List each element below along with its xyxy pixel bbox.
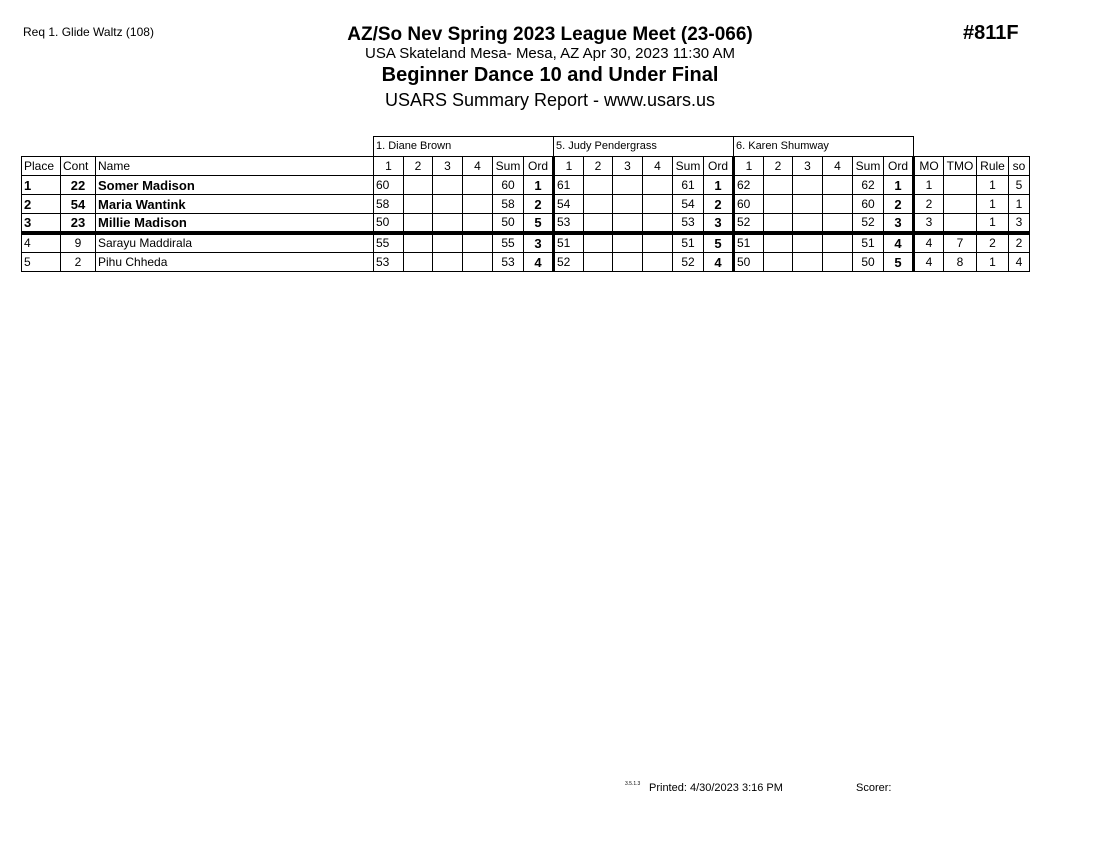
judge1-score-3 xyxy=(433,253,463,272)
total-majority-ordinal-cell xyxy=(944,214,977,234)
judge2-score-1: 52 xyxy=(554,253,584,272)
judge2-score-2 xyxy=(584,214,613,234)
judge2-score-3 xyxy=(613,253,643,272)
judge1-score-2 xyxy=(404,214,433,234)
majority-ordinal-cell: 4 xyxy=(914,233,944,253)
col-j2-s3: 3 xyxy=(613,157,643,176)
judge2-sum: 54 xyxy=(673,195,704,214)
judge1-ordinal: 1 xyxy=(524,176,554,195)
judge2-score-1: 54 xyxy=(554,195,584,214)
judge3-score-3 xyxy=(793,195,823,214)
judge1-score-3 xyxy=(433,195,463,214)
place-cell: 3 xyxy=(22,214,61,234)
judge1-sum: 58 xyxy=(493,195,524,214)
col-j3-sum: Sum xyxy=(853,157,884,176)
judge1-ordinal: 2 xyxy=(524,195,554,214)
judge1-score-2 xyxy=(404,176,433,195)
judge2-score-4 xyxy=(643,195,673,214)
place-cell: 1 xyxy=(22,176,61,195)
judge3-score-3 xyxy=(793,253,823,272)
judge1-score-1: 50 xyxy=(374,214,404,234)
judge1-score-3 xyxy=(433,233,463,253)
venue-date: USA Skateland Mesa- Mesa, AZ Apr 30, 2023 11:30 AM xyxy=(365,45,735,62)
judge1-sum: 55 xyxy=(493,233,524,253)
col-j1-s3: 3 xyxy=(433,157,463,176)
judge1-sum: 50 xyxy=(493,214,524,234)
judge3-score-1: 51 xyxy=(734,233,764,253)
judge1-score-1: 55 xyxy=(374,233,404,253)
judge2-score-4 xyxy=(643,253,673,272)
judge2-score-1: 51 xyxy=(554,233,584,253)
skater-name-cell: Millie Madison xyxy=(96,214,374,234)
judge-name-1: 1. Diane Brown xyxy=(374,137,554,157)
col-tmo: TMO xyxy=(944,157,977,176)
results-table xyxy=(21,136,1030,272)
col-j2-ord: Ord xyxy=(704,157,734,176)
judge2-score-3 xyxy=(613,214,643,234)
table-row xyxy=(22,176,1030,195)
skating-order-cell: 4 xyxy=(1009,253,1030,272)
total-majority-ordinal-cell: 8 xyxy=(944,253,977,272)
judge2-score-4 xyxy=(643,214,673,234)
judge1-score-3 xyxy=(433,176,463,195)
contestant-number-cell: 54 xyxy=(61,195,96,214)
col-cont: Cont xyxy=(61,157,96,176)
judge3-score-4 xyxy=(823,214,853,234)
judge3-score-4 xyxy=(823,233,853,253)
place-cell: 5 xyxy=(22,253,61,272)
majority-ordinal-cell: 4 xyxy=(914,253,944,272)
judge2-ordinal: 4 xyxy=(704,253,734,272)
rule-cell: 2 xyxy=(977,233,1009,253)
rule-cell: 1 xyxy=(977,176,1009,195)
judge2-score-3 xyxy=(613,176,643,195)
scorer-label: Scorer: xyxy=(856,782,892,794)
judge1-score-2 xyxy=(404,233,433,253)
judge2-score-4 xyxy=(643,233,673,253)
col-j2-s4: 4 xyxy=(643,157,673,176)
judge3-score-3 xyxy=(793,233,823,253)
contestant-number-cell: 2 xyxy=(61,253,96,272)
judge3-score-1: 50 xyxy=(734,253,764,272)
judge3-sum: 51 xyxy=(853,233,884,253)
skating-order-cell: 1 xyxy=(1009,195,1030,214)
judge1-score-1: 58 xyxy=(374,195,404,214)
judge1-sum: 53 xyxy=(493,253,524,272)
table-row xyxy=(22,214,1030,234)
skater-name-cell: Maria Wantink xyxy=(96,195,374,214)
judge3-ordinal: 1 xyxy=(884,176,914,195)
majority-ordinal-cell: 1 xyxy=(914,176,944,195)
event-title: Beginner Dance 10 and Under Final xyxy=(381,64,719,86)
judge1-score-4 xyxy=(463,214,493,234)
majority-ordinal-cell: 2 xyxy=(914,195,944,214)
judge3-score-2 xyxy=(764,253,793,272)
judge2-ordinal: 5 xyxy=(704,233,734,253)
skater-name-cell: Pihu Chheda xyxy=(96,253,374,272)
judge3-ordinal: 4 xyxy=(884,233,914,253)
printed-timestamp: Printed: 4/30/2023 3:16 PM xyxy=(649,782,783,794)
judge3-score-2 xyxy=(764,176,793,195)
col-j1-sum: Sum xyxy=(493,157,524,176)
col-j1-s2: 2 xyxy=(404,157,433,176)
judge3-score-4 xyxy=(823,195,853,214)
judge3-sum: 60 xyxy=(853,195,884,214)
judge1-ordinal: 5 xyxy=(524,214,554,234)
judge3-sum: 52 xyxy=(853,214,884,234)
required-dance-label: Req 1. Glide Waltz (108) xyxy=(23,25,154,39)
col-j3-s1: 1 xyxy=(734,157,764,176)
rule-cell: 1 xyxy=(977,253,1009,272)
rule-cell: 1 xyxy=(977,195,1009,214)
contestant-number-cell: 9 xyxy=(61,233,96,253)
judge2-ordinal: 3 xyxy=(704,214,734,234)
col-j3-ord: Ord xyxy=(884,157,914,176)
judge2-score-2 xyxy=(584,176,613,195)
col-j2-sum: Sum xyxy=(673,157,704,176)
col-j3-s3: 3 xyxy=(793,157,823,176)
table-row xyxy=(22,253,1030,272)
judge2-sum: 61 xyxy=(673,176,704,195)
judge-header-row xyxy=(22,137,1030,157)
col-place: Place xyxy=(22,157,61,176)
skating-order-cell: 3 xyxy=(1009,214,1030,234)
judge3-score-1: 62 xyxy=(734,176,764,195)
contestant-number-cell: 22 xyxy=(61,176,96,195)
col-j1-s4: 4 xyxy=(463,157,493,176)
judge3-ordinal: 3 xyxy=(884,214,914,234)
judge2-sum: 51 xyxy=(673,233,704,253)
judge1-ordinal: 3 xyxy=(524,233,554,253)
version-mark: 3.5.1.3 xyxy=(625,781,641,787)
judge3-score-1: 60 xyxy=(734,195,764,214)
sheet-number: #811F xyxy=(963,22,1019,44)
rule-cell: 1 xyxy=(977,214,1009,234)
place-cell: 2 xyxy=(22,195,61,214)
col-j2-s1: 1 xyxy=(554,157,584,176)
total-majority-ordinal-cell: 7 xyxy=(944,233,977,253)
judge3-sum: 50 xyxy=(853,253,884,272)
judge3-score-3 xyxy=(793,214,823,234)
judge1-sum: 60 xyxy=(493,176,524,195)
skating-order-cell: 5 xyxy=(1009,176,1030,195)
judge-name-2: 5. Judy Pendergrass xyxy=(554,137,734,157)
judge2-score-1: 61 xyxy=(554,176,584,195)
judge2-ordinal: 1 xyxy=(704,176,734,195)
majority-ordinal-cell: 3 xyxy=(914,214,944,234)
place-cell: 4 xyxy=(22,233,61,253)
skating-order-cell: 2 xyxy=(1009,233,1030,253)
col-so: so xyxy=(1009,157,1030,176)
judge2-score-3 xyxy=(613,195,643,214)
table-row xyxy=(22,233,1030,253)
judge2-score-2 xyxy=(584,233,613,253)
col-j3-s2: 2 xyxy=(764,157,793,176)
judge2-score-3 xyxy=(613,233,643,253)
judge1-score-1: 60 xyxy=(374,176,404,195)
judge3-ordinal: 5 xyxy=(884,253,914,272)
report-title: USARS Summary Report - www.usars.us xyxy=(384,90,716,110)
judge1-score-1: 53 xyxy=(374,253,404,272)
skater-name-cell: Somer Madison xyxy=(96,176,374,195)
judge3-sum: 62 xyxy=(853,176,884,195)
col-j3-s4: 4 xyxy=(823,157,853,176)
contestant-number-cell: 23 xyxy=(61,214,96,234)
judge3-score-2 xyxy=(764,195,793,214)
judge2-sum: 53 xyxy=(673,214,704,234)
judge2-score-2 xyxy=(584,253,613,272)
col-mo: MO xyxy=(914,157,944,176)
judge1-score-4 xyxy=(463,233,493,253)
total-majority-ordinal-cell xyxy=(944,195,977,214)
judge3-score-2 xyxy=(764,214,793,234)
judge2-sum: 52 xyxy=(673,253,704,272)
judge3-score-3 xyxy=(793,176,823,195)
judge3-ordinal: 2 xyxy=(884,195,914,214)
judge2-score-4 xyxy=(643,176,673,195)
col-j1-s1: 1 xyxy=(374,157,404,176)
table-row xyxy=(22,195,1030,214)
judge1-ordinal: 4 xyxy=(524,253,554,272)
judge1-score-2 xyxy=(404,195,433,214)
skater-name-cell: Sarayu Maddirala xyxy=(96,233,374,253)
judge3-score-4 xyxy=(823,253,853,272)
judge1-score-4 xyxy=(463,176,493,195)
judge1-score-4 xyxy=(463,195,493,214)
judge1-score-3 xyxy=(433,214,463,234)
judge1-score-4 xyxy=(463,253,493,272)
judge-name-3: 6. Karen Shumway xyxy=(734,137,914,157)
col-name: Name xyxy=(96,157,374,176)
judge3-score-1: 52 xyxy=(734,214,764,234)
judge3-score-4 xyxy=(823,176,853,195)
judge2-ordinal: 2 xyxy=(704,195,734,214)
judge2-score-2 xyxy=(584,195,613,214)
col-j2-s2: 2 xyxy=(584,157,613,176)
judge3-score-2 xyxy=(764,233,793,253)
col-j1-ord: Ord xyxy=(524,157,554,176)
total-majority-ordinal-cell xyxy=(944,176,977,195)
judge1-score-2 xyxy=(404,253,433,272)
col-rule: Rule xyxy=(977,157,1009,176)
meet-title: AZ/So Nev Spring 2023 League Meet (23-066) xyxy=(347,24,753,45)
column-header-row xyxy=(22,157,1030,176)
judge2-score-1: 53 xyxy=(554,214,584,234)
